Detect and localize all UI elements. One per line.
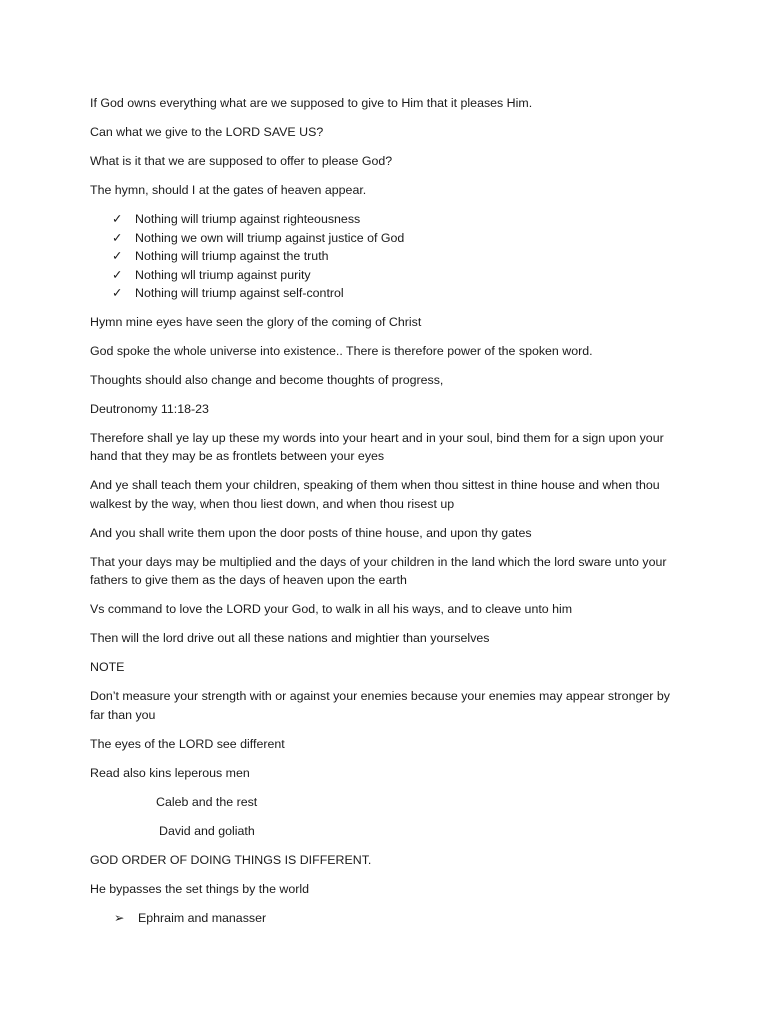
document-page [90,94,680,938]
list-item [90,909,680,928]
list-item-text: Nothing wll triump against purity [135,267,311,282]
arrow-bullet-icon: ➢ [114,910,125,925]
paragraph: God spoke the whole universe into existence.. There is therefore power of the spoken word. [90,343,593,358]
checkmark-icon: ✓ [112,249,123,264]
list-item-text: Nothing will triump against self-control [135,286,344,301]
list-item [90,210,680,229]
paragraph: GOD ORDER OF DOING THINGS IS DIFFERENT. [90,852,372,867]
checkmark-icon: ✓ [112,230,123,245]
indented-paragraph: David and goliath [159,823,255,838]
paragraph: Deutronomy 11:18-23 [90,401,209,416]
paragraph: The hymn, should I at the gates of heaven appear. [90,183,367,197]
checkmark-icon: ✓ [112,286,123,301]
paragraph: Therefore shall ye lay up these my words into your heart and in your soul, bind them for a sign upon your hand that they may be as frontlets between your eyes [90,430,664,464]
paragraph: Can what we give to the LORD SAVE US? [90,125,324,139]
list-item [90,266,680,285]
paragraph: What is it that we are supposed to offer to please God? [90,154,393,168]
paragraph: And ye shall teach them your children, speaking of them when thou sittest in thine house and when thou walkest by the way, when thou liest down, and when thou risest up [90,478,660,511]
checkmark-icon: ✓ [112,212,123,226]
paragraph: The eyes of the LORD see different [90,736,285,751]
list-item-text: Nothing we own will triump against justice of God [135,230,405,245]
list-item [90,247,680,266]
checkmark-icon: ✓ [112,267,123,282]
list-item-text: Nothing will triump against righteousness [135,212,361,226]
list-item-text: Ephraim and manasser [138,910,267,925]
list-item [90,229,680,248]
paragraph: Don’t measure your strength with or against your enemies because your enemies may appear stronger by far than you [90,689,670,722]
checkmark-list [90,210,680,303]
paragraph: Thoughts should also change and become thoughts of progress, [90,372,444,387]
paragraph: That your days may be multiplied and the days of your children in the land which the lord sware unto your fathers to give them as the days of heaven upon the earth [90,554,667,588]
paragraph: And you shall write them upon the door posts of thine house, and upon thy gates [90,525,532,540]
paragraph: He bypasses the set things by the world [90,881,310,896]
paragraph: Read also kins leperous men [90,765,250,780]
paragraph: Hymn mine eyes have seen the glory of the coming of Christ [90,314,422,329]
list-item-text: Nothing will triump against the truth [135,249,329,264]
paragraph: If God owns everything what are we supposed to give to Him that it pleases Him. [90,96,533,110]
arrow-list [90,909,680,928]
indented-paragraph: Caleb and the rest [156,794,258,809]
note-heading: NOTE [90,660,125,675]
list-item [90,284,680,303]
paragraph: Vs command to love the LORD your God, to walk in all his ways, and to cleave unto him [90,602,573,617]
paragraph: Then will the lord drive out all these nations and mightier than yourselves [90,631,490,646]
